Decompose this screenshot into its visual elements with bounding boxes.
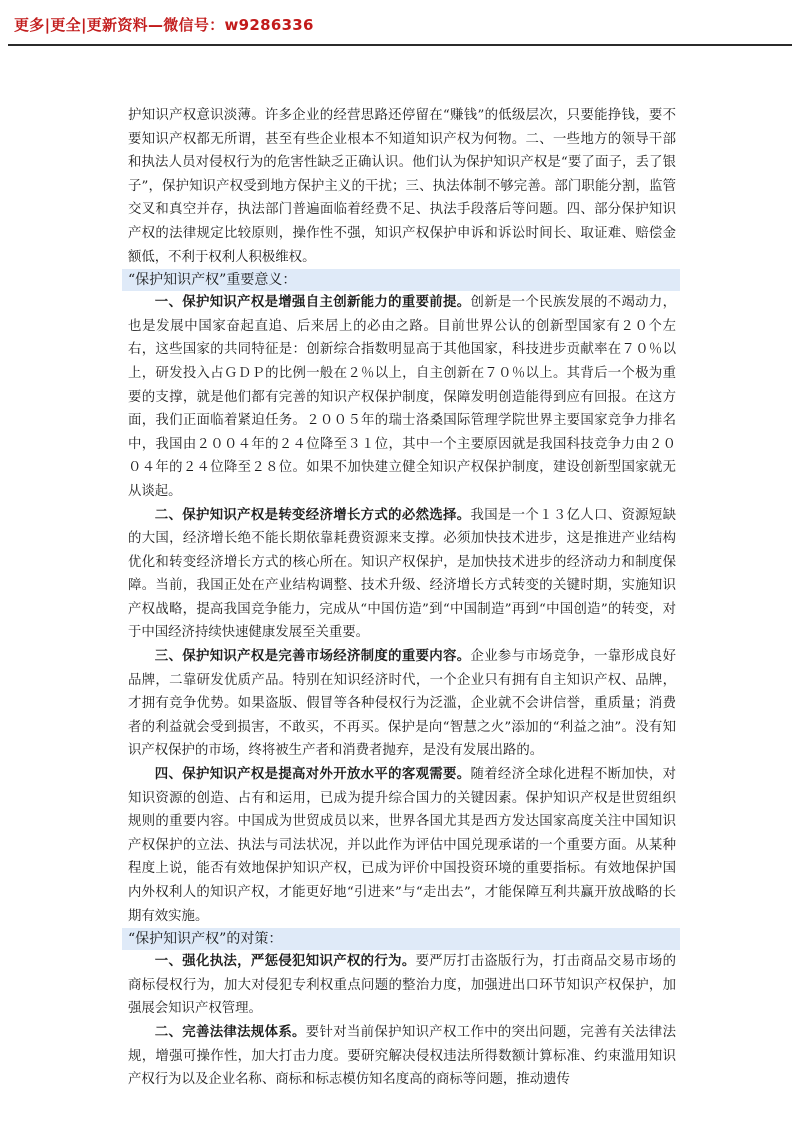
paragraph-body: 我国是一个１３亿人口、资源短缺的大国，经济增长绝不能长期依靠耗费资源来支撑。必须加快技术进步，这是推进产业结构优化和转变经济增长方式的核心所在。知识产权保护，是加快技术进步的经济动力和制度保障。当前，我国正处在产业结构调整、技术升级、经济增长方式转变的关键时期，实施知识产权战略，提高我国竞争能力，完成从“中国仿造”到“中国制造”再到“中国创造”的转变，对于中国经济持续快速健康发展至关重要。 [128,507,677,641]
header-divider [8,44,792,46]
paragraph-significance-2 [128,504,676,646]
paragraph-lead: 三、保护知识产权是完善市场经济制度的重要内容。 [154,648,471,665]
intro-paragraph: 护知识产权意识淡薄。许多企业的经营思路还停留在“赚钱”的低级层次，只要能挣钱，要不要知识产权都无所谓，甚至有些企业根本不知道知识产权为何物。二、一些地方的领导干部和执法人员对侵权行为的危害性缺乏正确认识。他们认为保护知识产权是“要了面子，丢了银子”，保护知识产权受到地方保护主义的干扰；三、执法体制不够完善。部门职能分割，监管交叉和真空并存，执法部门普遍面临着经费不足、执法手段落后等问题。四、部分保护知识产权的法律规定比较原则，操作性不强，知识产权保护申诉和诉讼时间长、取证难、赔偿金额低，不利于权利人积极维权。 [128,108,676,265]
paragraph-lead: 四、保护知识产权是提高对外开放水平的客观需要。 [154,766,471,783]
paragraph-lead: 二、完善法律法规体系。 [154,1023,306,1040]
paragraph-body: 创新是一个民族发展的不竭动力，也是发展中国家奋起直追、后来居上的必由之路。目前世界公认的创新型国家有２０个左右，这些国家的共同特征是：创新综合指数明显高于其他国家，科技进步贡献率在７０％以上，研发投入占ＧＤＰ的比例一般在２％以上，自主创新在７０％以上。其背后一个极为重要的支撑，就是他们都有完善的知识产权保护制度，保障发明创造能得到应有回报。在这方面，我们正面临着紧迫任务。２００５年的瑞士洛桑国际管理学院世界主要国家竞争力排名中，我国由２００４年的２４位降至３１位，其中一个主要原因就是我国科技竞争力由２００４年的２４位降至２８位。如果不加快建立健全知识产权保护制度，建设创新型国家就无从谈起。 [128,295,677,499]
page-header [0,0,800,52]
section-heading-countermeasures: “保护知识产权”的对策： [122,928,680,950]
section-heading-significance: “保护知识产权”重要意义： [122,269,680,291]
paragraph-lead: 一、保护知识产权是增强自主创新能力的重要前提。 [154,294,471,311]
header-watermark-text: 更多|更全|更新资料—微信号：w9286336 [14,16,314,34]
paragraph-countermeasure-1 [128,950,676,1021]
paragraph-countermeasure-2 [128,1021,676,1092]
paragraph-significance-4 [128,763,676,928]
paragraph-lead: 二、保护知识产权是转变经济增长方式的必然选择。 [154,506,471,523]
paragraph-body: 随着经济全球化进程不断加快，对知识资源的创造、占有和运用，已成为提升综合国力的关键因素。保护知识产权是世贸组织规则的重要内容。中国成为世贸成员以来，世界各国尤其是西方发达国家高度关注中国知识产权保护的立法、执法与司法状况，并以此作为评估中国兑现承诺的一个重要方面。从某种程度上说，能否有效地保护知识产权，已成为评价中国投资环境的重要指标。有效地保护国内外权利人的知识产权，才能更好地“引进来”与“走出去”，才能保障互利共赢开放战略的长期有效实施。 [128,767,677,924]
paragraph-body: 要针对当前保护知识产权工作中的突出问题，完善有关法律法规，增强可操作性，加大打击力度。要研究解决侵权违法所得数额计算标准、约束滥用知识产权行为以及企业名称、商标和标志模仿知名度高的商标等问题，推动遗传 [128,1024,677,1088]
paragraph-body: 要严厉打击盗版行为，打击商品交易市场的商标侵权行为，加大对侵犯专利权重点问题的整治力度，加强进出口环节知识产权保护，加强展会知识产权管理。 [128,954,677,1017]
paragraph-body: 企业参与市场竞争，一靠形成良好品牌，二靠研发优质产品。特别在知识经济时代，一个企业只有拥有自主知识产权、品牌，才拥有竞争优势。如果盗版、假冒等各种侵权行为泛滥，企业就不会讲信誉，重质量；消费者的利益就会受到损害，不敢买，不再买。保护是向“智慧之火”添加的“利益之油”。没有知识产权保护的市场，终将被生产者和消费者抛弃，是没有发展出路的。 [128,649,677,759]
document-body [128,104,676,1092]
paragraph-significance-3 [128,645,676,763]
paragraph-lead: 一、强化执法，严惩侵犯知识产权的行为。 [154,953,416,970]
paragraph-significance-1 [128,291,676,503]
